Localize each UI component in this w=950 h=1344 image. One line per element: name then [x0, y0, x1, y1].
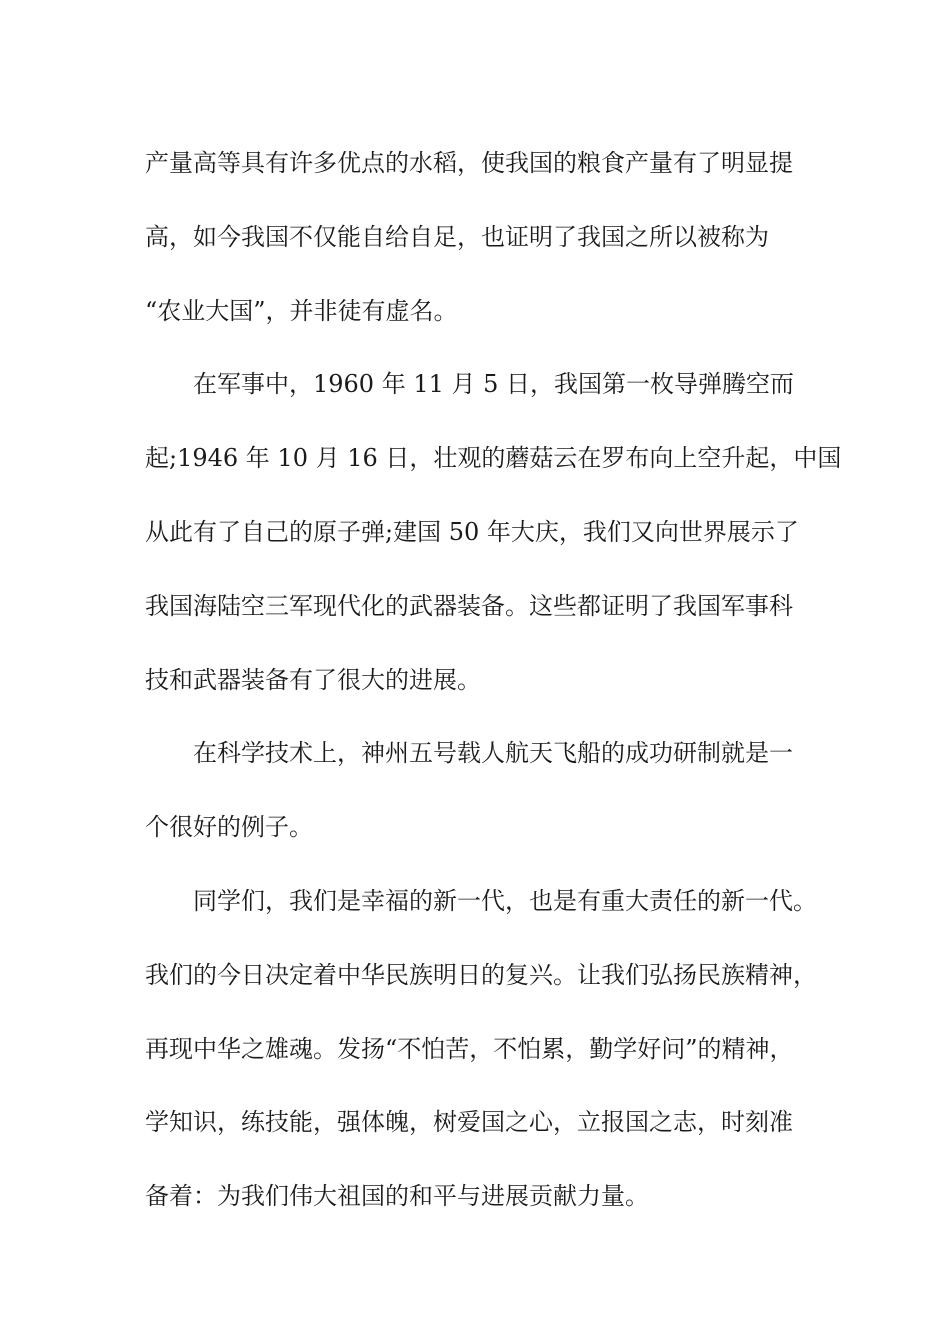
text-line: 我国海陆空三军现代化的武器装备。这些都证明了我国军事科 — [145, 591, 793, 620]
paragraph-start-line: 在科学技术上，神州五号载人航天飞船的成功研制就是一 — [193, 739, 793, 768]
text-line: 再现中华之雄魂。发扬“不怕苦，不怕累，勤学好问”的精神， — [145, 1034, 794, 1063]
text-line: “农业大国”，并非徒有虚名。 — [145, 296, 458, 325]
text-line: 高，如今我国不仅能自给自足，也证明了我国之所以被称为 — [145, 222, 769, 251]
text-line: 产量高等具有许多优点的水稻，使我国的粮食产量有了明显提 — [145, 149, 793, 177]
text-line: 个很好的例子。 — [145, 813, 313, 842]
text-line: 技和武器装备有了很大的进展。 — [145, 665, 481, 694]
text-line: 我们的今日决定着中华民族明日的复兴。让我们弘扬民族精神， — [145, 960, 817, 989]
text-line: 备着：为我们伟大祖国的和平与进展贡献力量。 — [145, 1182, 649, 1211]
document-body — [145, 127, 842, 1234]
text-line: 学知识，练技能，强体魄，树爱国之心，立报国之志，时刻准 — [145, 1108, 793, 1137]
text-line: 起;1946 年 10 月 16 日，壮观的蘑菇云在罗布向上空升起，中国 — [145, 444, 842, 473]
text-line: 从此有了自己的原子弹;建国 50 年大庆，我们又向世界展示了 — [145, 517, 799, 546]
paragraph-start-line: 在军事中，1960 年 11 月 5 日，我国第一枚导弹腾空而 — [193, 370, 795, 399]
paragraph-start-line: 同学们，我们是幸福的新一代，也是有重大责任的新一代。 — [193, 886, 817, 915]
